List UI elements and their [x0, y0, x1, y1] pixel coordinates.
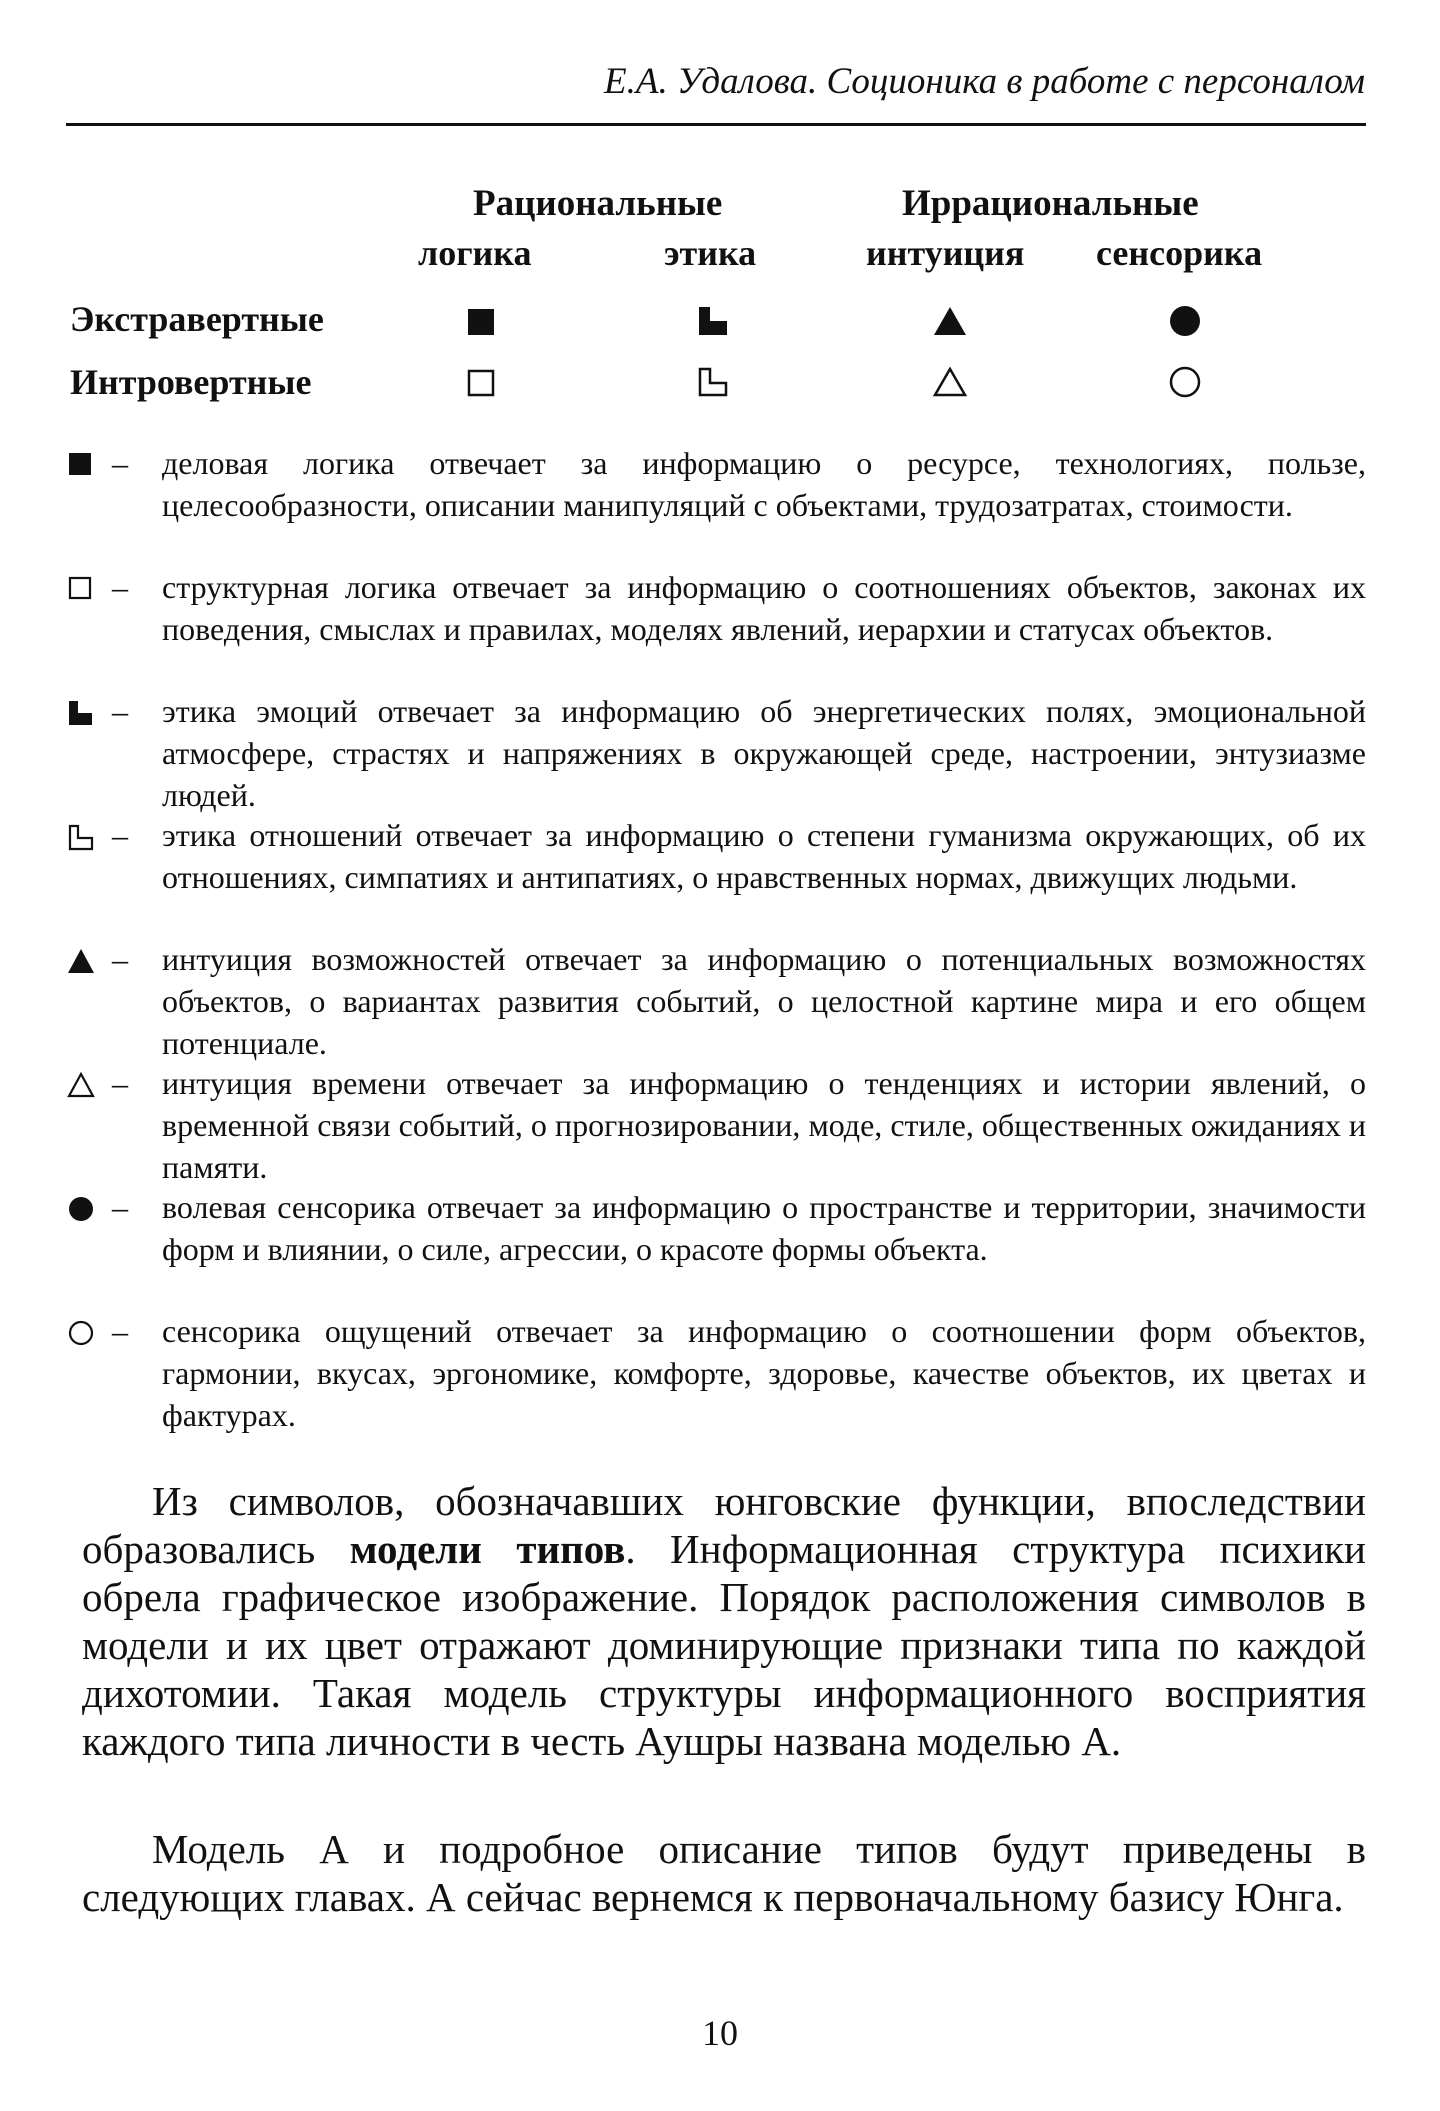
legend-dash: – — [112, 941, 128, 977]
legend-text: сенсорика ощущений отвечает за информацию о соотношении форм объектов, гармонии, вкусах, эргономике, комфорте, здоровье, качестве объектов, их цветах и фактурах. — [162, 1313, 1366, 1433]
row-extravert-label: Экстравертные — [70, 299, 324, 339]
outline-square-icon — [466, 368, 496, 398]
legend-dash: – — [112, 1313, 128, 1349]
column-sensing-label: сенсорика — [1096, 233, 1263, 273]
outline-circle-icon — [66, 1316, 106, 1346]
legend-text: этика эмоций отвечает за информацию об энергетических полях, эмоциональной атмосфере, страстях и напряжениях в окружающей среде, настроении, энтузиазме людей. — [162, 693, 1366, 813]
filled-triangle-icon — [66, 944, 106, 974]
body-paragraph-2: Модель А и подробное описание типов будут приведены в следующих главах. А сейчас вернемся к первоначальному базису Юнга. — [82, 1826, 1366, 1920]
para1-text-end: . Информационная структура психики обрела графическое изображение. Порядок расположения символов в модели и их цвет отражают доминирующие признаки типа по каждой дихотомии. Такая модель структуры информационного восприятия каждого типа личности в честь Аушры названа моделью А. — [82, 1526, 1366, 1764]
outline-square-icon — [66, 572, 106, 602]
body-paragraph-1 — [82, 1477, 1366, 1765]
column-intuition-label: интуиция — [866, 233, 1025, 273]
legend-text: интуиция времени отвечает за информацию о тенденциях и истории явлений, о временной связи событий, о прогнозировании, моде, стиле, общественных ожиданиях и памяти. — [162, 1065, 1366, 1185]
row-introvert-label: Интровертные — [70, 362, 312, 402]
legend-dash: – — [112, 1189, 128, 1225]
filled-circle-icon — [66, 1192, 106, 1222]
legend-dash: – — [112, 445, 128, 481]
column-ethics-label: этика — [664, 233, 757, 273]
outline-l-shape-icon — [66, 820, 106, 850]
legend-dash: – — [112, 693, 128, 729]
legend-text: структурная логика отвечает за информацию о соотношениях объектов, законах их поведения, смыслах и правилах, моделях явлений, иерархии и статусах объектов. — [162, 569, 1366, 647]
header-rule — [66, 123, 1366, 126]
page-number: 10 — [702, 2013, 738, 2053]
group-rational-label: Рациональные — [473, 183, 723, 224]
outline-triangle-icon — [66, 1068, 106, 1098]
para1-text-start: Из символов, обозначавших юнговские функции, впоследствии образовались — [82, 1478, 1366, 1572]
legend-text: деловая логика отвечает за информацию о ресурсе, технологиях, пользе, целесообразности, описании манипуляций с объектами, трудозатратах, стоимости. — [162, 445, 1366, 523]
outline-circle-icon — [1168, 365, 1202, 399]
legend-dash: – — [112, 569, 128, 605]
legend-text: интуиция возможностей отвечает за информацию о потенциальных возможностях объектов, о вариантах развития событий, о целостной картине мира и его общем потенциале. — [162, 941, 1366, 1061]
filled-l-shape-icon — [66, 696, 106, 726]
outline-triangle-icon — [932, 366, 968, 398]
filled-triangle-icon — [932, 305, 968, 337]
filled-square-icon — [66, 448, 106, 478]
filled-circle-icon — [1168, 304, 1202, 338]
running-title: Е.А. Удалова. Соционика в работе с персоналом — [604, 61, 1365, 102]
legend-text: волевая сенсорика отвечает за информацию о пространстве и территории, значимости форм и влиянии, о силе, агрессии, о красоте формы объекта. — [162, 1189, 1366, 1267]
column-logic-label: логика — [418, 233, 532, 273]
legend-text: этика отношений отвечает за информацию о степени гуманизма окружающих, об их отношениях, симпатиях и антипатиях, о нравственных нормах, движущих людьми. — [162, 817, 1366, 895]
legend-dash: – — [112, 1065, 128, 1101]
outline-l-shape-icon — [697, 366, 729, 398]
group-irrational-label: Иррациональные — [902, 183, 1199, 224]
para1-bold-term: модели типов — [349, 1526, 626, 1572]
legend-dash: – — [112, 817, 128, 853]
filled-square-icon — [466, 307, 496, 337]
filled-l-shape-icon — [697, 305, 729, 337]
